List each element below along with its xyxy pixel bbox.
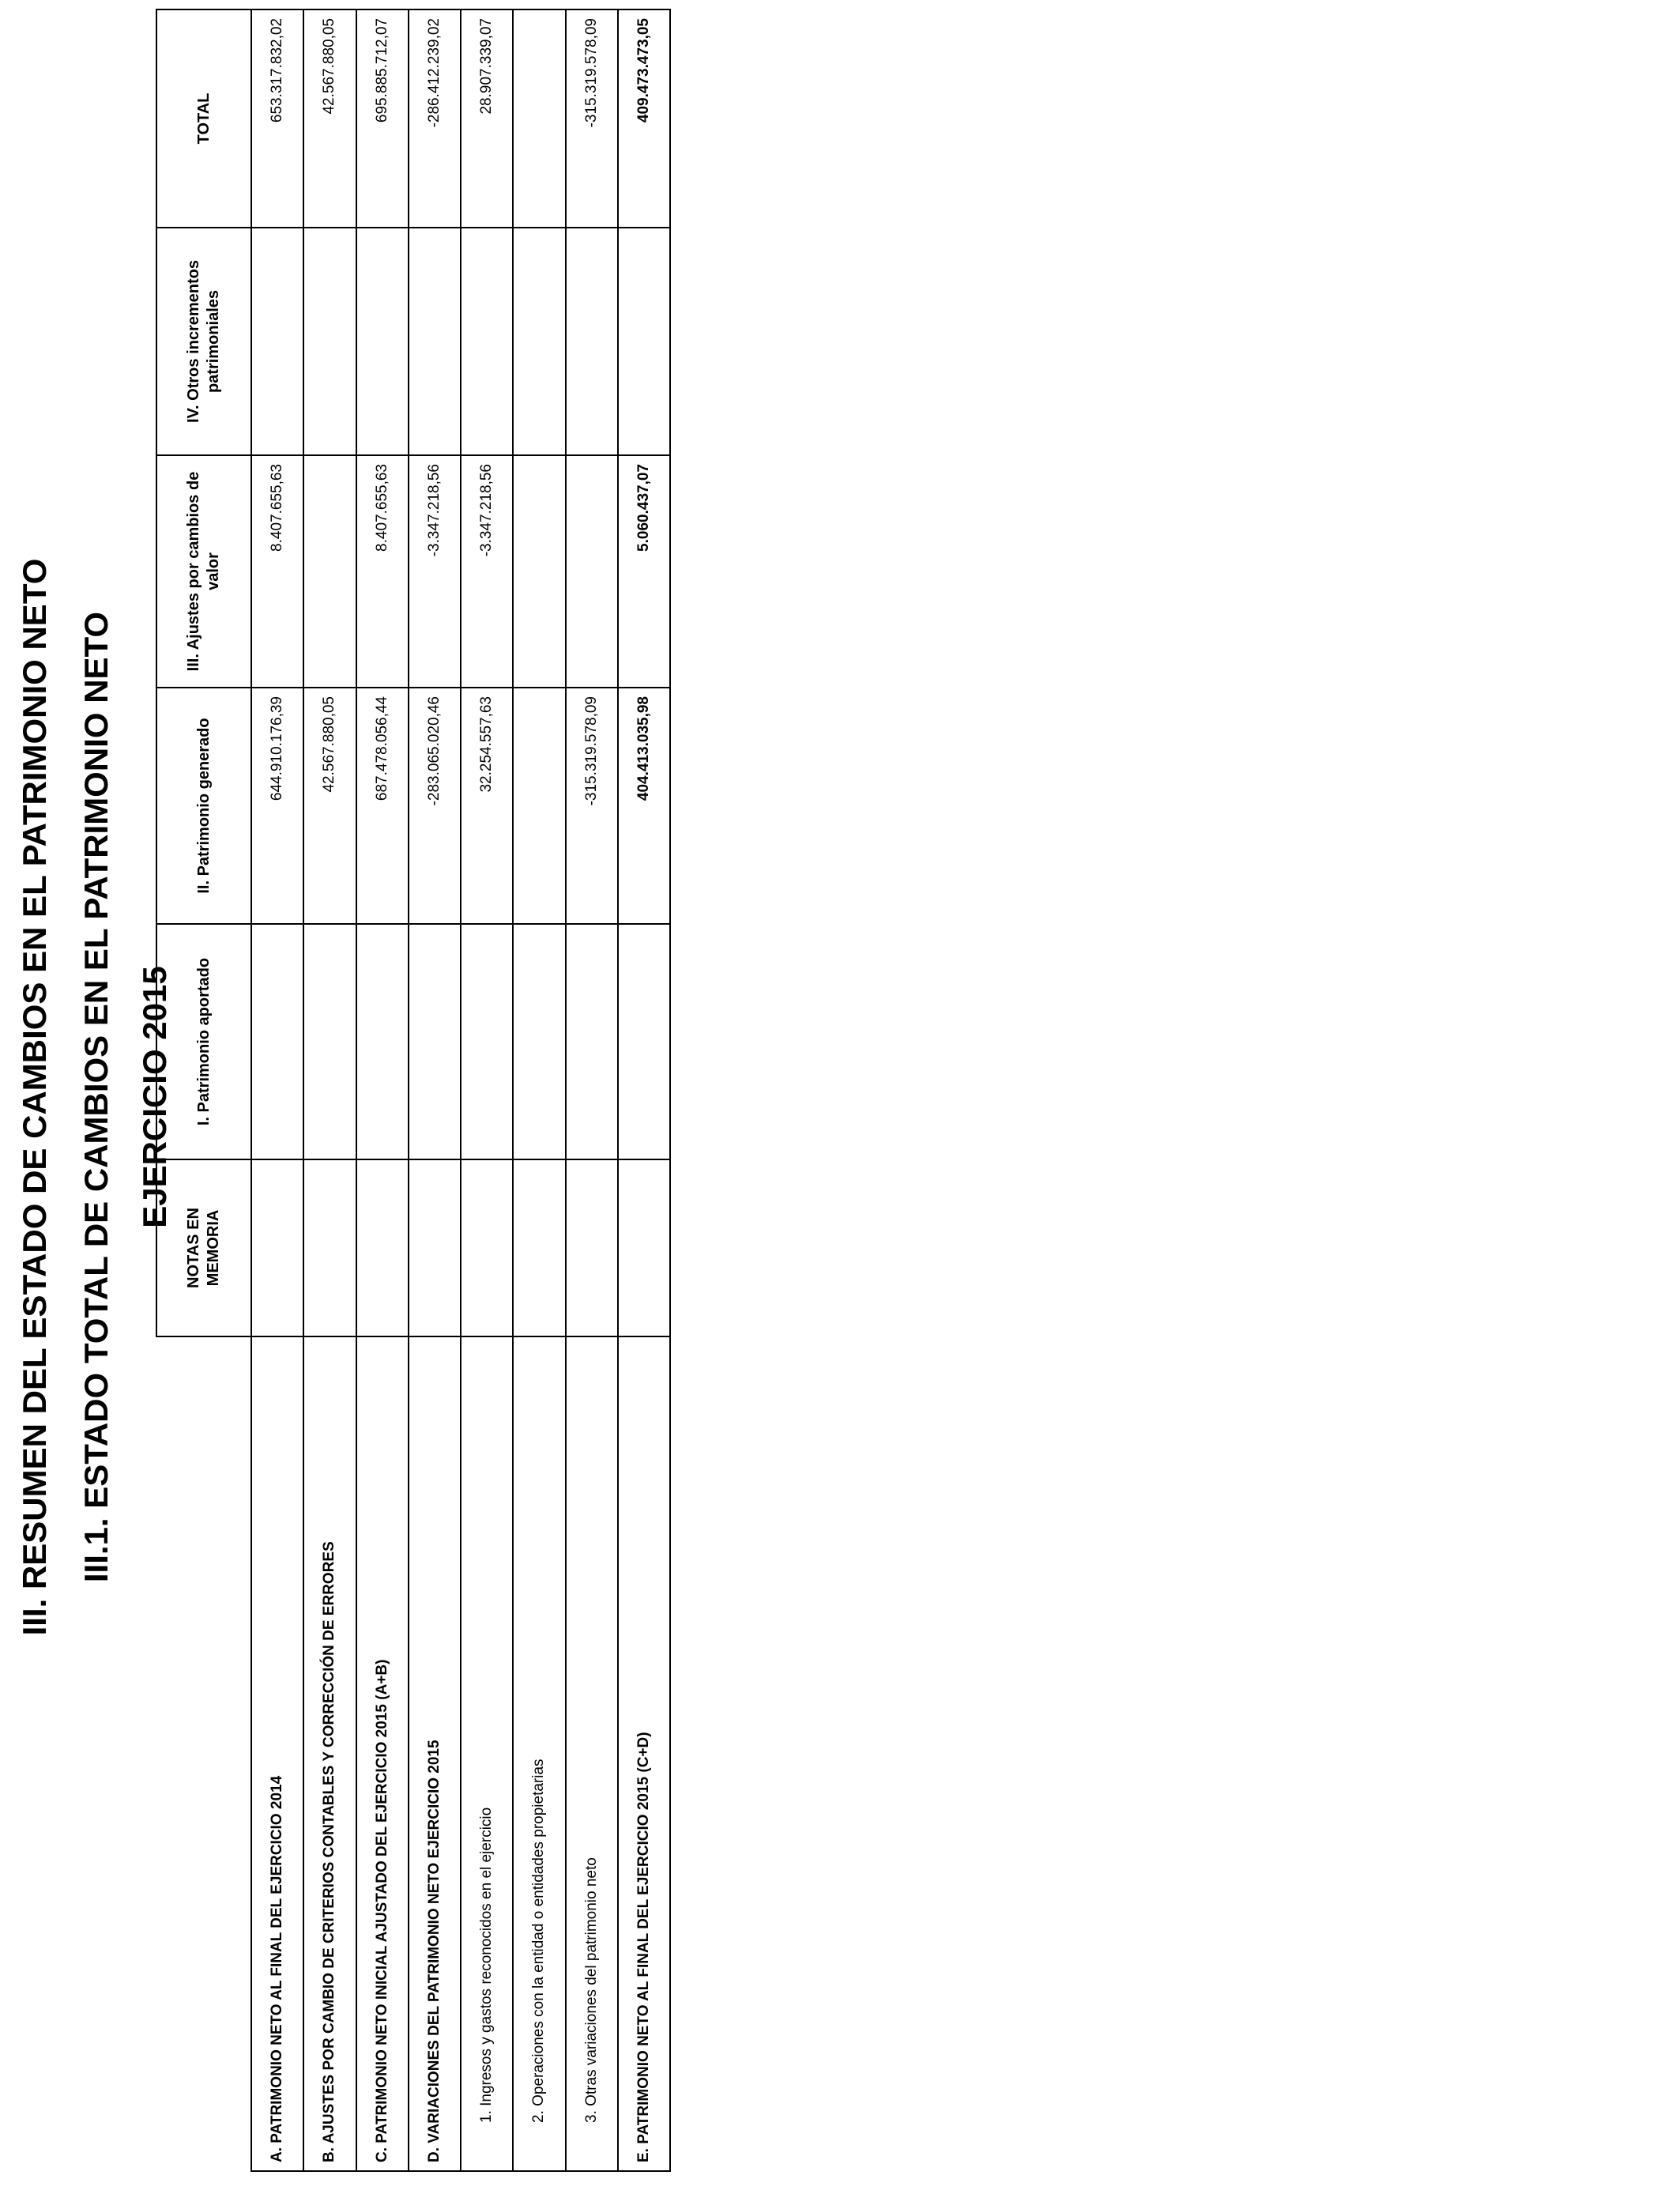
row-label: A. PATRIMONIO NETO AL FINAL DEL EJERCICIO 2014	[251, 1336, 303, 2171]
table-row	[409, 9, 461, 2171]
table-row	[356, 9, 409, 2171]
row-label: D. VARIACIONES DEL PATRIMONIO NETO EJERCICIO 2015	[409, 1336, 461, 2171]
cell-generado: 404.413.035,98	[618, 688, 670, 924]
cell-generado: 644.910.176,39	[251, 688, 303, 924]
equity-changes-table	[156, 9, 671, 2172]
cell-notes	[251, 1159, 303, 1336]
row-label: 2. Operaciones con la entidad o entidades propietarias	[513, 1336, 565, 2171]
table-row	[513, 9, 565, 2171]
header-concept	[156, 1336, 251, 2171]
cell-notes	[303, 1159, 356, 1336]
cell-generado: -283.065.020,46	[409, 688, 461, 924]
cell-notes	[461, 1159, 513, 1336]
sub-title: III.1. ESTADO TOTAL DE CAMBIOS EN EL PATRIMONIO NETO	[77, 611, 115, 1583]
cell-generado	[513, 688, 565, 924]
cell-aportado	[513, 924, 565, 1159]
table-row	[566, 9, 618, 2171]
cell-otros	[356, 228, 409, 455]
row-label: C. PATRIMONIO NETO INICIAL AJUSTADO DEL EJERCICIO 2015 (A+B)	[356, 1336, 409, 2171]
cell-ajustes	[303, 455, 356, 688]
header-otros: IV. Otros incrementos patrimoniales	[156, 228, 251, 455]
header-row	[156, 9, 251, 2171]
cell-ajustes	[513, 455, 565, 688]
cell-generado: 32.254.557,63	[461, 688, 513, 924]
cell-aportado	[303, 924, 356, 1159]
cell-aportado	[251, 924, 303, 1159]
cell-otros	[618, 228, 670, 455]
cell-aportado	[461, 924, 513, 1159]
main-title: III. RESUMEN DEL ESTADO DE CAMBIOS EN EL PATRIMONIO NETO	[16, 558, 53, 1636]
header-notes: NOTAS EN MEMORIA	[156, 1159, 251, 1336]
cell-notes	[409, 1159, 461, 1336]
cell-otros	[566, 228, 618, 455]
table-row	[461, 9, 513, 2171]
row-label: 3. Otras variaciones del patrimonio neto	[566, 1336, 618, 2171]
cell-ajustes: 8.407.655,63	[251, 455, 303, 688]
header-aportado: I. Patrimonio aportado	[156, 924, 251, 1159]
cell-total: 653.317.832,02	[251, 9, 303, 228]
cell-total: -315.319.578,09	[566, 9, 618, 228]
row-label: E. PATRIMONIO NETO AL FINAL DEL EJERCICIO 2015 (C+D)	[618, 1336, 670, 2171]
year-title: EJERCICIO 2015	[136, 966, 173, 1228]
cell-total: 28.907.339,07	[461, 9, 513, 228]
cell-ajustes: -3.347.218,56	[461, 455, 513, 688]
table-row	[251, 9, 303, 2171]
cell-aportado	[409, 924, 461, 1159]
row-label: B. AJUSTES POR CAMBIO DE CRITERIOS CONTABLES Y CORRECCIÓN DE ERRORES	[303, 1336, 356, 2171]
table-row	[618, 9, 670, 2171]
cell-ajustes: 5.060.437,07	[618, 455, 670, 688]
cell-total	[513, 9, 565, 228]
cell-notes	[566, 1159, 618, 1336]
cell-aportado	[618, 924, 670, 1159]
cell-ajustes: -3.347.218,56	[409, 455, 461, 688]
cell-notes	[618, 1159, 670, 1336]
cell-notes	[356, 1159, 409, 1336]
cell-generado: 42.567.880,05	[303, 688, 356, 924]
cell-otros	[251, 228, 303, 455]
cell-ajustes	[566, 455, 618, 688]
cell-otros	[513, 228, 565, 455]
row-label: 1. Ingresos y gastos reconocidos en el ejercicio	[461, 1336, 513, 2171]
cell-generado: -315.319.578,09	[566, 688, 618, 924]
cell-generado: 687.478.056,44	[356, 688, 409, 924]
cell-total: -286.412.239,02	[409, 9, 461, 228]
cell-total: 409.473.473,05	[618, 9, 670, 228]
cell-otros	[303, 228, 356, 455]
cell-otros	[409, 228, 461, 455]
cell-aportado	[356, 924, 409, 1159]
cell-otros	[461, 228, 513, 455]
header-generado: II. Patrimonio generado	[156, 688, 251, 924]
table-row	[303, 9, 356, 2171]
cell-ajustes: 8.407.655,63	[356, 455, 409, 688]
cell-notes	[513, 1159, 565, 1336]
header-total: TOTAL	[156, 9, 251, 228]
cell-total: 695.885.712,07	[356, 9, 409, 228]
cell-aportado	[566, 924, 618, 1159]
header-ajustes: III. Ajustes por cambios de valor	[156, 455, 251, 688]
cell-total: 42.567.880,05	[303, 9, 356, 228]
